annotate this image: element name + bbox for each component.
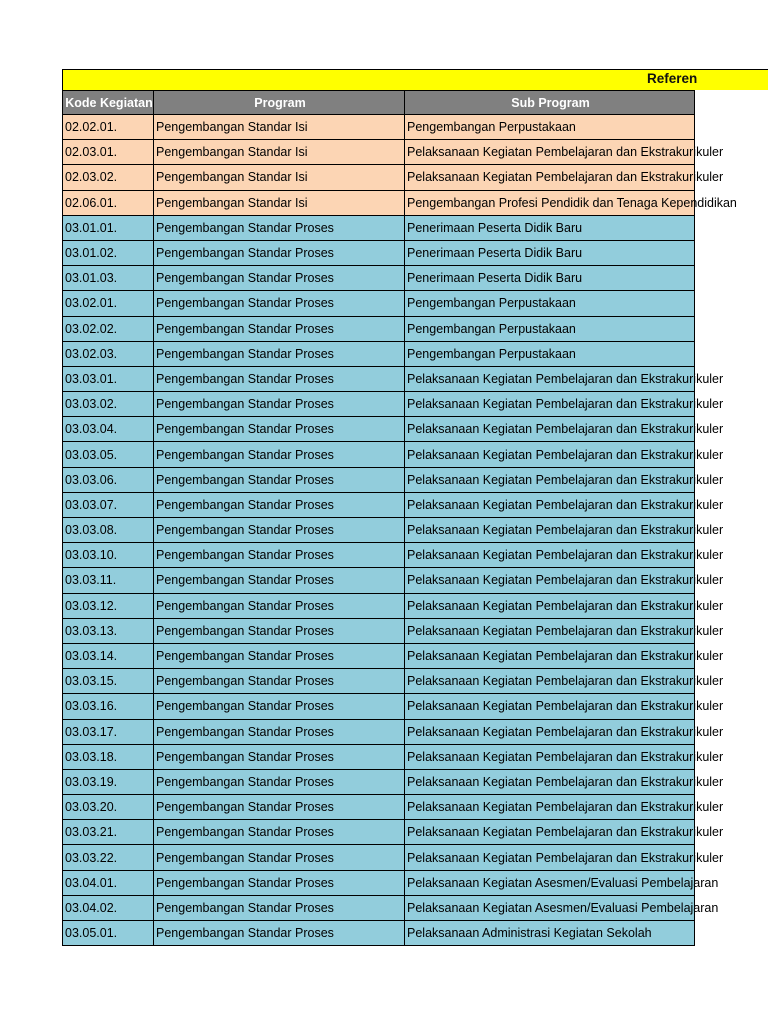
cell-sub-program[interactable]: Penerimaan Peserta Didik Baru: [405, 240, 695, 265]
header-sub-program[interactable]: Sub Program: [405, 91, 695, 115]
cell-kode-kegiatan[interactable]: 03.03.06.: [63, 467, 154, 492]
table-row: [63, 316, 695, 341]
cell-program[interactable]: Pengembangan Standar Proses: [154, 568, 405, 593]
cell-kode-kegiatan[interactable]: 02.06.01.: [63, 190, 154, 215]
cell-kode-kegiatan[interactable]: 02.03.01.: [63, 140, 154, 165]
cell-kode-kegiatan[interactable]: 03.02.01.: [63, 291, 154, 316]
table-row: [63, 643, 695, 668]
table-row: [63, 115, 695, 140]
table-row: [63, 190, 695, 215]
cell-sub-program[interactable]: Pelaksanaan Kegiatan Pembelajaran dan Ekstrakurikuler: [405, 467, 695, 492]
cell-kode-kegiatan[interactable]: 03.03.11.: [63, 568, 154, 593]
cell-program[interactable]: Pengembangan Standar Proses: [154, 618, 405, 643]
cell-kode-kegiatan[interactable]: 03.03.21.: [63, 820, 154, 845]
cell-kode-kegiatan[interactable]: 03.03.05.: [63, 442, 154, 467]
table-row: [63, 795, 695, 820]
cell-sub-program[interactable]: Pelaksanaan Kegiatan Asesmen/Evaluasi Pembelajaran: [405, 895, 695, 920]
table-row: [63, 895, 695, 920]
table-row: [63, 165, 695, 190]
cell-sub-program[interactable]: Pelaksanaan Kegiatan Pembelajaran dan Ekstrakurikuler: [405, 769, 695, 794]
table-row: [63, 719, 695, 744]
cell-kode-kegiatan[interactable]: 03.03.01.: [63, 366, 154, 391]
cell-kode-kegiatan[interactable]: 03.03.22.: [63, 845, 154, 870]
cell-sub-program[interactable]: Pelaksanaan Kegiatan Asesmen/Evaluasi Pembelajaran: [405, 870, 695, 895]
cell-program[interactable]: Pengembangan Standar Isi: [154, 165, 405, 190]
cell-kode-kegiatan[interactable]: 03.02.02.: [63, 316, 154, 341]
cell-kode-kegiatan[interactable]: 03.03.04.: [63, 417, 154, 442]
cell-sub-program[interactable]: Pelaksanaan Kegiatan Pembelajaran dan Ekstrakurikuler: [405, 643, 695, 668]
cell-sub-program[interactable]: Pelaksanaan Kegiatan Pembelajaran dan Ekstrakurikuler: [405, 392, 695, 417]
cell-kode-kegiatan[interactable]: 02.02.01.: [63, 115, 154, 140]
cell-program[interactable]: Pengembangan Standar Proses: [154, 291, 405, 316]
cell-kode-kegiatan[interactable]: 03.03.18.: [63, 744, 154, 769]
cell-program[interactable]: Pengembangan Standar Proses: [154, 694, 405, 719]
table-row: [63, 694, 695, 719]
cell-sub-program[interactable]: Pelaksanaan Kegiatan Pembelajaran dan Ekstrakurikuler: [405, 694, 695, 719]
cell-sub-program[interactable]: Pelaksanaan Kegiatan Pembelajaran dan Ekstrakurikuler: [405, 442, 695, 467]
cell-kode-kegiatan[interactable]: 03.03.14.: [63, 643, 154, 668]
reference-table: [62, 90, 737, 946]
cell-program[interactable]: Pengembangan Standar Proses: [154, 643, 405, 668]
cell-kode-kegiatan[interactable]: 03.03.19.: [63, 769, 154, 794]
cell-sub-program[interactable]: Pengembangan Perpustakaan: [405, 291, 695, 316]
cell-sub-program[interactable]: Pelaksanaan Kegiatan Pembelajaran dan Ekstrakurikuler: [405, 820, 695, 845]
cell-kode-kegiatan[interactable]: 03.04.02.: [63, 895, 154, 920]
cell-program[interactable]: Pengembangan Standar Isi: [154, 115, 405, 140]
cell-sub-program[interactable]: Pengembangan Perpustakaan: [405, 341, 695, 366]
cell-sub-program[interactable]: Pelaksanaan Kegiatan Pembelajaran dan Ekstrakurikuler: [405, 518, 695, 543]
cell-program[interactable]: Pengembangan Standar Proses: [154, 518, 405, 543]
cell-kode-kegiatan[interactable]: 03.02.03.: [63, 341, 154, 366]
table-row: [63, 870, 695, 895]
table-row: [63, 240, 695, 265]
cell-kode-kegiatan[interactable]: 03.03.07.: [63, 492, 154, 517]
cell-sub-program[interactable]: Pengembangan Perpustakaan: [405, 316, 695, 341]
table-row: [63, 392, 695, 417]
cell-program[interactable]: Pengembangan Standar Proses: [154, 795, 405, 820]
title-bar: [62, 69, 768, 90]
cell-program[interactable]: Pengembangan Standar Proses: [154, 895, 405, 920]
table-row: [63, 518, 695, 543]
table-row: [63, 366, 695, 391]
table-row: [63, 568, 695, 593]
cell-sub-program[interactable]: Pelaksanaan Kegiatan Pembelajaran dan Ekstrakurikuler: [405, 543, 695, 568]
table-row: [63, 593, 695, 618]
cell-program[interactable]: Pengembangan Standar Proses: [154, 593, 405, 618]
table-row: [63, 467, 695, 492]
cell-kode-kegiatan[interactable]: 03.03.17.: [63, 719, 154, 744]
cell-sub-program[interactable]: Pelaksanaan Kegiatan Pembelajaran dan Ekstrakurikuler: [405, 593, 695, 618]
cell-sub-program[interactable]: Pelaksanaan Kegiatan Pembelajaran dan Ekstrakurikuler: [405, 618, 695, 643]
table-row: [63, 140, 695, 165]
cell-program[interactable]: Pengembangan Standar Proses: [154, 921, 405, 946]
cell-kode-kegiatan[interactable]: 03.01.01.: [63, 215, 154, 240]
cell-kode-kegiatan[interactable]: 03.03.08.: [63, 518, 154, 543]
cell-kode-kegiatan[interactable]: 03.03.20.: [63, 795, 154, 820]
cell-sub-program[interactable]: Pengembangan Profesi Pendidik dan Tenaga Kependidikan: [405, 190, 695, 215]
cell-sub-program[interactable]: Pelaksanaan Kegiatan Pembelajaran dan Ekstrakurikuler: [405, 669, 695, 694]
header-kode-kegiatan[interactable]: Kode Kegiatan: [63, 91, 154, 115]
cell-kode-kegiatan[interactable]: 03.05.01.: [63, 921, 154, 946]
table-row: [63, 744, 695, 769]
cell-program[interactable]: Pengembangan Standar Proses: [154, 442, 405, 467]
cell-program[interactable]: Pengembangan Standar Proses: [154, 769, 405, 794]
cell-sub-program[interactable]: Pelaksanaan Kegiatan Pembelajaran dan Ekstrakurikuler: [405, 719, 695, 744]
cell-program[interactable]: Pengembangan Standar Proses: [154, 492, 405, 517]
cell-kode-kegiatan[interactable]: 02.03.02.: [63, 165, 154, 190]
table-row: [63, 921, 695, 946]
cell-sub-program[interactable]: Pelaksanaan Kegiatan Pembelajaran dan Ekstrakurikuler: [405, 568, 695, 593]
cell-program[interactable]: Pengembangan Standar Proses: [154, 845, 405, 870]
cell-program[interactable]: Pengembangan Standar Proses: [154, 543, 405, 568]
cell-program[interactable]: Pengembangan Standar Proses: [154, 870, 405, 895]
table-row: [63, 266, 695, 291]
header-row: [63, 91, 695, 115]
cell-sub-program[interactable]: Pelaksanaan Administrasi Kegiatan Sekolah: [405, 921, 695, 946]
sheet-title: Referen: [647, 71, 698, 86]
cell-kode-kegiatan[interactable]: 03.03.02.: [63, 392, 154, 417]
cell-sub-program[interactable]: Pengembangan Perpustakaan: [405, 115, 695, 140]
cell-kode-kegiatan[interactable]: 03.01.02.: [63, 240, 154, 265]
table-row: [63, 442, 695, 467]
cell-program[interactable]: Pengembangan Standar Proses: [154, 392, 405, 417]
cell-kode-kegiatan[interactable]: 03.03.12.: [63, 593, 154, 618]
table-row: [63, 769, 695, 794]
cell-program[interactable]: Pengembangan Standar Proses: [154, 744, 405, 769]
cell-sub-program[interactable]: Pelaksanaan Kegiatan Pembelajaran dan Ekstrakurikuler: [405, 417, 695, 442]
table-body: [63, 115, 737, 946]
cell-kode-kegiatan[interactable]: 03.03.13.: [63, 618, 154, 643]
cell-kode-kegiatan[interactable]: 03.04.01.: [63, 870, 154, 895]
cell-kode-kegiatan[interactable]: 03.03.16.: [63, 694, 154, 719]
cell-program[interactable]: Pengembangan Standar Isi: [154, 190, 405, 215]
table-row: [63, 669, 695, 694]
cell-kode-kegiatan[interactable]: 03.03.10.: [63, 543, 154, 568]
table-row: [63, 492, 695, 517]
table-row: [63, 543, 695, 568]
cell-sub-program[interactable]: Pelaksanaan Kegiatan Pembelajaran dan Ekstrakurikuler: [405, 744, 695, 769]
cell-sub-program[interactable]: Pelaksanaan Kegiatan Pembelajaran dan Ekstrakurikuler: [405, 795, 695, 820]
cell-program[interactable]: Pengembangan Standar Proses: [154, 820, 405, 845]
cell-sub-program[interactable]: Pelaksanaan Kegiatan Pembelajaran dan Ekstrakurikuler: [405, 845, 695, 870]
cell-sub-program[interactable]: Pelaksanaan Kegiatan Pembelajaran dan Ekstrakurikuler: [405, 140, 695, 165]
table-row: [63, 417, 695, 442]
cell-program[interactable]: Pengembangan Standar Proses: [154, 366, 405, 391]
table-row: [63, 341, 695, 366]
cell-program[interactable]: Pengembangan Standar Proses: [154, 316, 405, 341]
table-row: [63, 291, 695, 316]
cell-sub-program[interactable]: Penerimaan Peserta Didik Baru: [405, 266, 695, 291]
cell-program[interactable]: Pengembangan Standar Proses: [154, 467, 405, 492]
cell-program[interactable]: Pengembangan Standar Proses: [154, 266, 405, 291]
cell-program[interactable]: Pengembangan Standar Proses: [154, 719, 405, 744]
cell-program[interactable]: Pengembangan Standar Proses: [154, 417, 405, 442]
table-row: [63, 618, 695, 643]
cell-program[interactable]: Pengembangan Standar Isi: [154, 140, 405, 165]
cell-program[interactable]: Pengembangan Standar Proses: [154, 240, 405, 265]
cell-kode-kegiatan[interactable]: 03.01.03.: [63, 266, 154, 291]
cell-sub-program[interactable]: Pelaksanaan Kegiatan Pembelajaran dan Ekstrakurikuler: [405, 492, 695, 517]
cell-kode-kegiatan[interactable]: 03.03.15.: [63, 669, 154, 694]
cell-sub-program[interactable]: Penerimaan Peserta Didik Baru: [405, 215, 695, 240]
cell-sub-program[interactable]: Pelaksanaan Kegiatan Pembelajaran dan Ekstrakurikuler: [405, 165, 695, 190]
header-program[interactable]: Program: [154, 91, 405, 115]
table-row: [63, 845, 695, 870]
table-row: [63, 820, 695, 845]
cell-sub-program[interactable]: Pelaksanaan Kegiatan Pembelajaran dan Ekstrakurikuler: [405, 366, 695, 391]
table-row: [63, 215, 695, 240]
cell-program[interactable]: Pengembangan Standar Proses: [154, 215, 405, 240]
cell-program[interactable]: Pengembangan Standar Proses: [154, 669, 405, 694]
cell-program[interactable]: Pengembangan Standar Proses: [154, 341, 405, 366]
